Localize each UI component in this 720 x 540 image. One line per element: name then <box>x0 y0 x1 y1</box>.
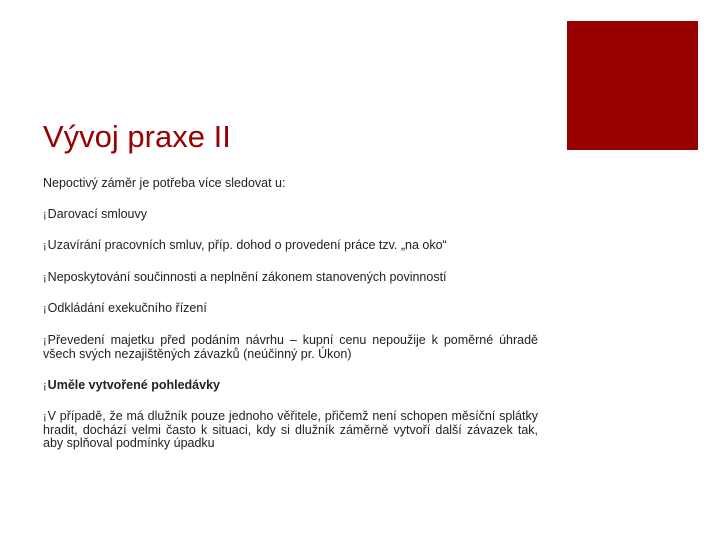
bullet-marker-icon: ¡ <box>43 240 47 252</box>
bullet-item <box>43 302 538 316</box>
accent-block <box>567 21 698 150</box>
bullet-text: Odkládání exekučního řízení <box>47 301 207 315</box>
bullet-item <box>43 239 538 253</box>
bullet-marker-icon: ¡ <box>43 411 47 423</box>
bullet-marker-icon: ¡ <box>43 303 47 315</box>
bullet-item <box>43 410 538 450</box>
bullet-marker-icon: ¡ <box>43 209 47 221</box>
bullet-marker-icon: ¡ <box>43 272 47 284</box>
bullet-text: Převedení majetku před podáním návrhu – kupní cenu nepoužije k poměrné úhradě všech svých nezajištěných závazků (neúčinný pr. Úkon) <box>43 333 538 361</box>
bullet-item <box>43 334 538 361</box>
bullet-text: Darovací smlouvy <box>47 207 148 221</box>
bullet-marker-icon: ¡ <box>43 335 47 347</box>
bullet-text: Uzavírání pracovních smluv, příp. dohod o provedení práce tzv. „na oko“ <box>47 238 447 252</box>
bullet-text: Neposkytování součinnosti a neplnění zákonem stanovených povinností <box>47 270 447 284</box>
bullet-item <box>43 208 538 222</box>
intro-text: Nepoctivý záměr je potřeba více sledovat u: <box>43 176 286 190</box>
slide-title: Vývoj praxe II <box>43 119 231 154</box>
bullet-item <box>43 379 538 393</box>
bullet-marker-icon: ¡ <box>43 380 47 392</box>
bullet-item <box>43 271 538 285</box>
bullet-text: V případě, že má dlužník pouze jednoho věřitele, přičemž není schopen měsíční splátky hradit, dochází velmi často k situaci, kdy si dlužník záměrně vytvoří další závazek tak, aby splňoval podmínky úpadku <box>43 409 538 450</box>
bullet-text: Uměle vytvořené pohledávky <box>47 378 220 392</box>
